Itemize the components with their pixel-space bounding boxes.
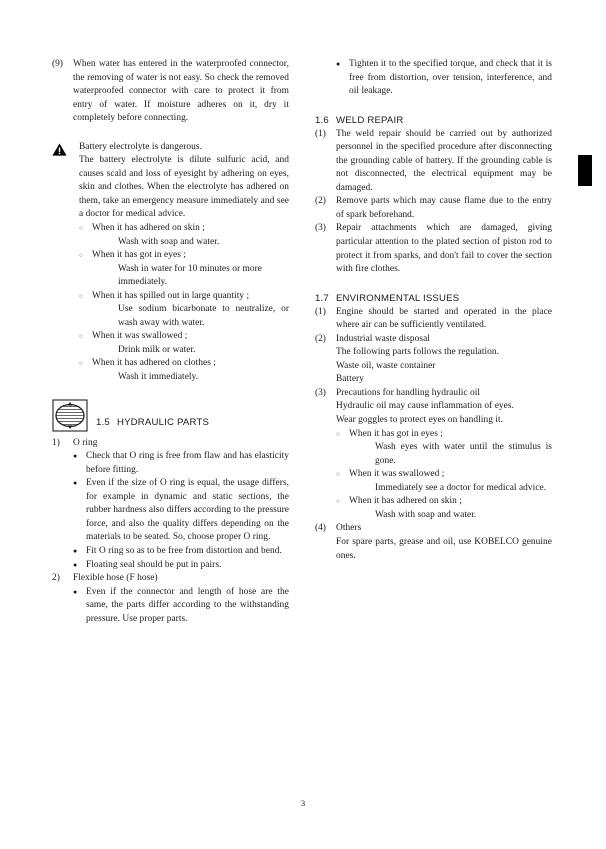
section-1-5-title — [92, 416, 289, 435]
right-column — [315, 58, 552, 626]
bullet-body — [86, 477, 289, 545]
section-1-5-header — [52, 399, 289, 435]
measure-detail: Wash eyes with water until the stimulus is gone. — [375, 442, 552, 466]
section-number: 1.6 — [315, 114, 329, 126]
list-item-9 — [52, 58, 289, 126]
left-column — [52, 58, 289, 626]
list-item — [73, 477, 289, 545]
list-item — [315, 128, 552, 196]
torque-bullet-group — [336, 58, 552, 99]
list-item — [73, 559, 289, 573]
list-item-body — [336, 306, 552, 333]
bullet-text: Floating seal should be put in pairs. — [86, 559, 222, 570]
battery-warning-block — [52, 141, 289, 385]
hollow-bullet-icon: ○ — [79, 333, 83, 341]
bullet-body — [86, 586, 289, 627]
bullet-text: Tighten it to the specified torque, and check that it is free from distortion, over tension, interference, and oil leakage. — [349, 59, 552, 97]
measure-title: When it has got in eyes ; — [92, 250, 186, 261]
section-1-6-title — [315, 114, 552, 128]
list-item-number: 1) — [52, 437, 60, 448]
list-item — [79, 290, 289, 331]
list-item — [315, 195, 552, 222]
edge-index-tab — [578, 155, 592, 186]
list-item-label: O ring — [73, 437, 98, 448]
detail-line: The following parts follows the regulation. — [336, 347, 500, 358]
measure-detail: Immediately see a doctor for medical advice. — [375, 482, 547, 493]
list-item — [315, 387, 552, 522]
measure-body — [92, 357, 289, 384]
measure-title: When it has adhered on skin ; — [349, 496, 462, 507]
filled-bullet-icon: ● — [73, 587, 78, 596]
list-item-body — [336, 387, 552, 522]
list-item — [315, 522, 552, 563]
measure-title: When it has got in eyes ; — [349, 428, 443, 439]
list-item-body — [336, 333, 552, 387]
list-item — [73, 450, 289, 477]
list-item — [79, 249, 289, 290]
spacer — [315, 99, 552, 114]
measure-body — [92, 222, 289, 249]
measure-body — [92, 330, 289, 357]
measure-title: When it was swallowed ; — [349, 469, 445, 480]
bullet-text: Even if the size of O ring is equal, the usage differs, for example in dynamic and static sections, the rubber hardness also differs according to the pressure force, and also the quality differs depending on the materials to be seated. So, choose proper O ring. — [86, 478, 289, 543]
list-item-o-ring — [52, 437, 289, 451]
list-item — [336, 468, 552, 495]
detail-line: Waste oil, waste container — [336, 360, 436, 371]
list-item-number: (1) — [315, 128, 326, 139]
two-column-body — [52, 58, 552, 626]
spacer — [315, 277, 552, 292]
list-item-number: (3) — [315, 223, 326, 234]
bullet-body — [349, 58, 552, 99]
paragraph-text: For spare parts, grease and oil, use KOBELCO genuine ones. — [336, 536, 552, 561]
list-item — [315, 333, 552, 387]
bullet-body — [86, 545, 289, 559]
hollow-bullet-icon: ○ — [79, 360, 83, 368]
list-item-number: (1) — [315, 306, 326, 317]
section-title-text: WELD REPAIR — [335, 114, 404, 126]
list-item-number: (2) — [315, 196, 326, 207]
measure-detail: Wash it immediately. — [118, 372, 199, 383]
list-item — [73, 545, 289, 559]
flexible-hose-bullets — [73, 586, 289, 627]
detail-line: Hydraulic oil may cause inflammation of eyes. — [336, 401, 514, 412]
hydraulic-oil-measures-list — [336, 428, 552, 523]
list-item-body — [73, 437, 289, 451]
measure-title: When it was swallowed ; — [92, 331, 188, 342]
list-item — [79, 330, 289, 357]
list-item-body — [73, 58, 289, 126]
list-item-number: (3) — [315, 387, 326, 398]
measure-body — [349, 468, 552, 495]
bullet-text: Check that O ring is free from flaw and has elasticity before fitting. — [86, 451, 289, 475]
list-item-body — [336, 522, 552, 563]
bullet-text: Fit O ring so as to be free from distortion and bend. — [86, 545, 282, 556]
paragraph-text: When water has entered in the waterproofed connector, the removing of water is not easy. So check the removed waterproofed connector with care to protect it from entry of water. If moisture adheres on it, dry it completely before connecting. — [73, 59, 289, 124]
filled-bullet-icon: ● — [336, 60, 341, 68]
page-number: 3 — [300, 798, 306, 808]
paragraph-text: Remove parts which may cause flame due to the entry of spark beforehand. — [336, 196, 552, 220]
measure-body — [349, 495, 552, 522]
list-item — [79, 357, 289, 384]
detail-line: Wear goggles to protect eyes on handling it. — [336, 415, 504, 426]
section-title-text: ENVIRONMENTAL ISSUES — [335, 292, 460, 304]
hollow-bullet-icon: ○ — [336, 430, 340, 438]
measure-body — [92, 249, 289, 290]
measure-detail: Wash with soap and water. — [118, 236, 220, 247]
o-ring-bullets — [73, 450, 289, 572]
list-item-label: Flexible hose (F hose) — [73, 573, 158, 584]
measure-detail: Wash with soap and water. — [375, 509, 477, 520]
list-item-number: (9) — [52, 59, 63, 69]
list-item — [315, 306, 552, 333]
hollow-bullet-icon: ○ — [336, 498, 340, 506]
section-number: 1.5 — [96, 416, 110, 428]
measure-detail: Use sodium bicarbonate to neutralize, or wash away with water. — [118, 304, 289, 328]
hollow-bullet-icon: ○ — [79, 252, 83, 260]
warning-text-body — [79, 141, 289, 385]
list-item — [336, 495, 552, 522]
paragraph-text: The weld repair should be carried out by authorized personnel in the specified procedure after disconnecting the grounding cable of battery. If the grounding cable is not disconnected, the electrical equipment may be damaged. — [336, 128, 552, 193]
warning-measures-list — [79, 222, 289, 385]
measure-title: When it has adhered on skin ; — [92, 223, 205, 234]
section-1-7-title — [315, 292, 552, 306]
list-item — [336, 58, 552, 99]
filled-bullet-icon: ● — [73, 546, 78, 555]
list-item-body — [336, 222, 552, 276]
hydraulic-oring-icon — [52, 399, 92, 435]
measure-detail: Wash in water for 10 minutes or more immediately. — [118, 263, 262, 288]
list-item — [315, 222, 552, 276]
measure-title: When it has adhered on clothes ; — [92, 358, 216, 369]
list-item-label: Industrial waste disposal — [336, 333, 430, 344]
measure-body — [92, 290, 289, 331]
list-item-number: (2) — [315, 333, 326, 344]
bullet-body — [86, 559, 289, 573]
list-item-number: (4) — [315, 523, 326, 534]
warning-triangle-icon — [52, 141, 79, 156]
list-item-body — [336, 195, 552, 222]
hollow-bullet-icon: ○ — [336, 471, 340, 479]
hollow-bullet-icon: ○ — [79, 292, 83, 300]
list-item-flexible-hose — [52, 572, 289, 586]
section-title-text: HYDRAULIC PARTS — [116, 416, 210, 428]
list-item-body — [336, 128, 552, 196]
filled-bullet-icon: ● — [73, 479, 78, 488]
filled-bullet-icon: ● — [73, 452, 78, 461]
warning-headline: Battery electrolyte is dangerous. — [79, 141, 202, 152]
paragraph-text: Repair attachments which are damaged, giving particular attention to the plated section of piston rod to protect it from sparks, and don't fail to cover the section with fire clothes. — [336, 223, 552, 275]
bullet-body — [86, 450, 289, 477]
list-item-label: Precautions for handling hydraulic oil — [336, 387, 481, 398]
bullet-text: Even if the connector and length of hose are the same, the parts differ according to the withstanding pressure. Use proper parts. — [86, 586, 289, 624]
measure-title: When it has spilled out in large quantity ; — [92, 290, 250, 301]
hollow-bullet-icon: ○ — [79, 225, 83, 233]
detail-line: Battery — [336, 374, 364, 385]
paragraph-text: Engine should be started and operated in the place where air can be sufficiently ventilated. — [336, 306, 552, 331]
section-number: 1.7 — [315, 292, 329, 304]
list-item — [79, 222, 289, 249]
list-item-label: Others — [336, 523, 362, 534]
measure-detail: Drink milk or water. — [118, 344, 196, 355]
list-item-body — [73, 572, 289, 586]
list-item — [336, 428, 552, 469]
warning-description: The battery electrolyte is dilute sulfuric acid, and causes scald and loss of eyesight by adhering on eyes, skin and clothes. When the electrolyte has adhered on them, take an emergency measure immediately and see a doctor for medical advice. — [79, 155, 289, 220]
list-item-number: 2) — [52, 573, 60, 584]
list-item — [73, 586, 289, 627]
filled-bullet-icon: ● — [73, 560, 78, 569]
measure-body — [349, 428, 552, 469]
